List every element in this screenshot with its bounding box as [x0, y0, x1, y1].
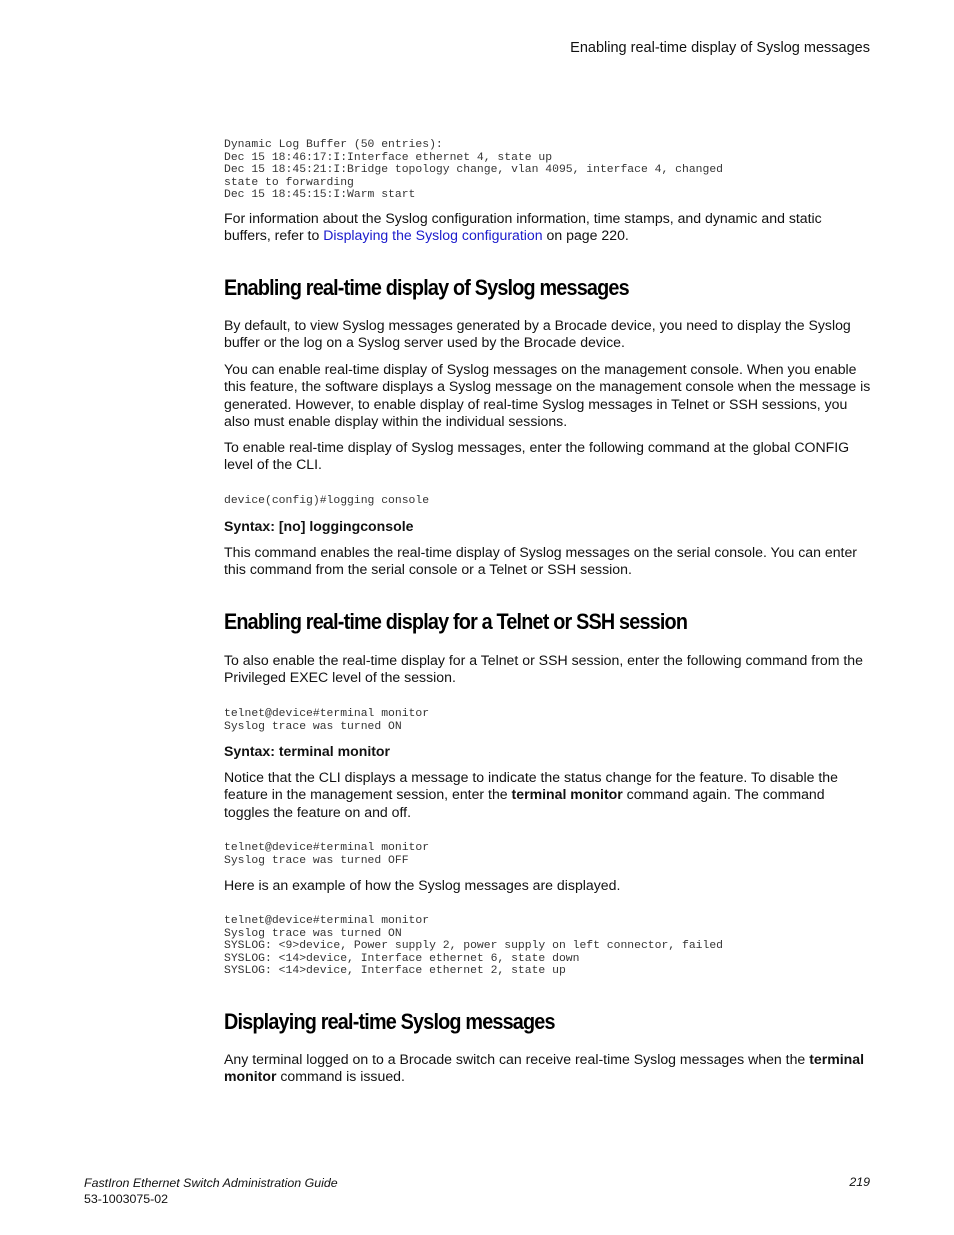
section3-p1-after: command is issued.: [276, 1068, 405, 1085]
running-header-title: Enabling real-time display of Syslog messages: [570, 40, 870, 56]
code-monitor-example: telnet@device#terminal monitor Syslog trace was turned ON SYSLOG: <9>device, Power supply 2, power supply on left connector, failed SYSLOG: <14>device, Interface ethernet 6, state down SYSLOG: <14>device, Interface ethernet 2, state up: [224, 915, 723, 978]
section1-paragraph-4: This command enables the real-time display of Syslog messages on the serial console. You can enter this command from the serial console or a Telnet or SSH session.: [224, 544, 857, 578]
syntax-terminal-monitor: Syntax: terminal monitor: [224, 743, 391, 759]
section-heading-displaying-realtime: Displaying real-time Syslog messages: [224, 1009, 555, 1034]
footer-book-title: FastIron Ethernet Switch Administration Guide: [84, 1176, 338, 1190]
section2-p2-after: command again. The command toggles the feature on and off.: [224, 786, 825, 820]
section3-p1-before: Any terminal logged on to a Brocade switch can receive real-time Syslog messages when the: [224, 1051, 810, 1067]
code-monitor-off: telnet@device#terminal monitor Syslog trace was turned OFF: [224, 842, 430, 867]
syslog-configuration-link[interactable]: Displaying the Syslog configuration: [323, 227, 543, 244]
section2-paragraph-3: Here is an example of how the Syslog messages are displayed.: [224, 877, 621, 893]
section2-p2-before: Notice that the CLI displays a message to indicate the status change for the feature. To disable the feature in the management session, enter the: [224, 769, 838, 803]
section3-p1-bold: terminal monitor: [224, 1051, 865, 1085]
intro-text-before: For information about the Syslog configuration information, time stamps, and dynamic and static buffers, refer to: [224, 210, 822, 244]
code-logging-console: device(config)#logging console: [224, 495, 430, 507]
footer-doc-number: 53-1003075-02: [84, 1192, 169, 1206]
section3-paragraph-1: [224, 1051, 872, 1086]
syntax-logging-console: Syntax: [no] loggingconsole: [224, 518, 414, 534]
section-heading-realtime-display: Enabling real-time display of Syslog messages: [224, 275, 629, 300]
intro-text-after: on page 220.: [542, 227, 629, 244]
section-heading-telnet-ssh: Enabling real-time display for a Telnet or SSH session: [224, 609, 688, 634]
section2-paragraph-1: To also enable the real-time display for a Telnet or SSH session, enter the following command from the Privileged EXEC level of the session.: [224, 652, 863, 686]
section1-paragraph-1: By default, to view Syslog messages generated by a Brocade device, you need to display the Syslog buffer or the log on a Syslog server used by the Brocade device.: [224, 317, 851, 351]
section1-paragraph-3: To enable real-time display of Syslog messages, enter the following command at the global CONFIG level of the CLI.: [224, 439, 850, 473]
section2-paragraph-2: [224, 769, 872, 821]
section1-paragraph-2: You can enable real-time display of Syslog messages on the management console. When you enable this feature, the software displays a Syslog message on the management console when the message is generated. However, to enable display of real-time Syslog messages in Telnet or SSH sessions, you also must enable display within the individual sessions.: [224, 361, 871, 429]
footer-left: [84, 1175, 338, 1207]
section2-p2-bold: terminal monitor: [511, 786, 623, 803]
code-monitor-on: telnet@device#terminal monitor Syslog trace was turned ON: [224, 708, 430, 733]
intro-paragraph: [224, 210, 872, 245]
code-log-buffer: Dynamic Log Buffer (50 entries): Dec 15 18:46:17:I:Interface ethernet 4, state up Dec 15 18:45:21:I:Bridge topology change, vlan 4095, interface 4, changed state to forwarding Dec 15 18:45:15:I:Warm start: [224, 139, 723, 202]
footer-page-number: 219: [849, 1175, 870, 1189]
